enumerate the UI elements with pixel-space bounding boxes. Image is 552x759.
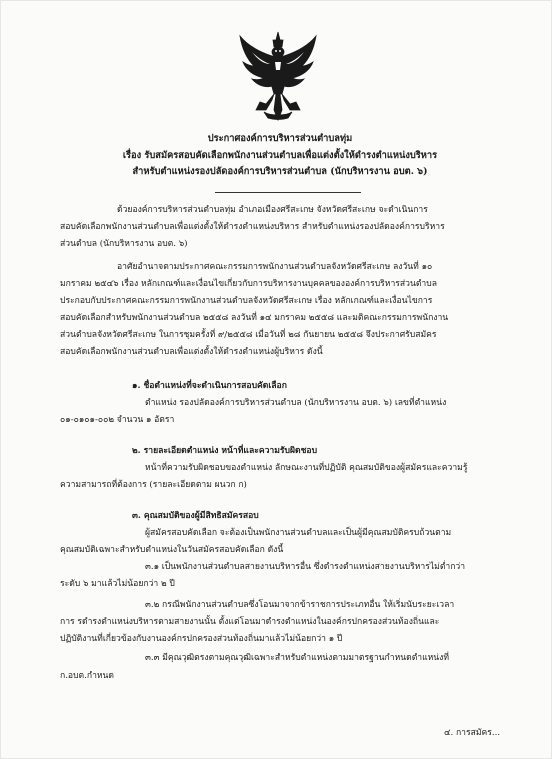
section-3-line5: ๓.๒ กรณีพนักงานส่วนตำบลซึ่งโอนมาจากข้าราชการประเภทอื่น ให้เริ่มนับระยะเวลา — [145, 600, 455, 610]
section-2-line2: ความสามารถที่ต้องการ (รายละเอียดตาม ผนวก ก) — [60, 480, 247, 490]
section-3-line9: ก.อบต.กำหนด — [60, 671, 115, 681]
intro-p1-line3: ส่วนตำบล (นักบริหารงาน อบต. ๖) — [60, 239, 188, 249]
intro-p2-line4: สอบคัดเลือกสำหรับพนักงานส่วนตำบล ๒๕๕๘ ลงวันที่ ๑๔ มกราคม ๒๕๕๘ และมติคณะกรรมการพนักงาน — [60, 313, 449, 323]
section-3-line1: ผู้สมัครสอบคัดเลือก จะต้องเป็นพนักงานส่วนตำบลและเป็นผู้มีคุณสมบัติครบถ้วนตาม — [145, 528, 452, 538]
section-3-line7: ปฏิบัติงานที่เกี่ยวข้องกับงานองค์กรปกครองส่วนท้องถิ่นมาแล้วไม่น้อยกว่า ๑ ปี — [60, 634, 343, 644]
section-3-line6: การ รดำรงตำแหน่งบริหารตามสายงานนั้น ตั้งแต่โอนมาดำรงตำแหน่งในองค์กรปกครองส่วนท้องถิ่นและ — [60, 617, 440, 627]
section-3-line2: คุณสมบัติเฉพาะสำหรับตำแหน่งในวันสมัครสอบคัดเลือก ดังนี้ — [60, 545, 284, 555]
heading-divider — [215, 192, 361, 193]
section-1-line2: ๐๑-๐๑๐๑-๐๐๒ จำนวน ๑ อัตรา — [60, 415, 175, 425]
section-1-title: ๑. ชื่อตำแหน่งที่จะดำเนินการสอบคัดเลือก — [132, 381, 287, 391]
intro-p2-line6: สอบคัดเลือกพนักงานส่วนตำบลเพื่อแต่งตั้งให้ดำรงตำแหน่งผู้บริหาร ดังนี้ — [60, 347, 323, 357]
heading-position: สำหรับตำแหน่งรองปลัดองค์การบริหารส่วนตำบล (นักบริหารงาน อบต. ๖) — [132, 166, 428, 177]
continuation-marker: ๔. การสมัคร... — [444, 728, 501, 738]
section-1-line1: ตำแหน่ง รองปลัดองค์การบริหารส่วนตำบล (นักบริหารงาน อบต. ๖) เลขที่ตำแหน่ง — [145, 398, 447, 408]
heading-subject: เรื่อง รับสมัครสอบคัดเลือกพนักงานส่วนตำบลเพื่อแต่งตั้งให้ดำรงตำแหน่งบริหาร — [122, 149, 438, 161]
intro-p2-line5: ส่วนตำบลจังหวัดศรีสะเกษ ในการชุมครั้งที่ ๙/๒๕๕๘ เมื่อวันที่ ๒๘ กันยายน ๒๕๕๘ จึงประกาศรับสมัคร — [60, 330, 437, 340]
intro-p2-line2: มกราคม ๒๕๔๖ เรื่อง หลักเกณฑ์และเงื่อนไขเกี่ยวกับการบริหารงานบุคคลขององค์การบริหารส่วนตำบล — [60, 279, 437, 289]
heading-issuer: ประกาศองค์การบริหารส่วนตำบลทุ่ม — [207, 133, 353, 144]
section-2-title: ๒. รายละเอียดตำแหน่ง หน้าที่และความรับผิดชอบ — [132, 446, 318, 456]
intro-p1-line1: ด้วยองค์การบริหารส่วนตำบลทุ่ม อำเภอเมืองศรีสะเกษ จังหวัดศรีสะเกษ จะดำเนินการ — [117, 205, 428, 215]
intro-p1-line2: สอบคัดเลือกพนักงานส่วนตำบลเพื่อแต่งตั้งให้ดำรงตำแหน่งบริหาร สำหรับตำแหน่งรองปลัดองค์การบริหาร — [60, 222, 445, 232]
section-2-line1: หน้าที่ความรับผิดชอบของตำแหน่ง ลักษณะงานที่ปฏิบัติ คุณสมบัติของผู้สมัครและความรู้ — [145, 463, 468, 473]
intro-p2-line1: อาศัยอำนาจตามประกาศคณะกรรมการพนักงานส่วนตำบลจังหวัดศรีสะเกษ ลงวันที่ ๑๐ — [117, 262, 433, 272]
section-3-line4: ระดับ ๖ มาแล้วไม่น้อยกว่า ๒ ปี — [60, 579, 175, 589]
section-3-title: ๓. คุณสมบัติของผู้มีสิทธิสมัครสอบ — [132, 511, 259, 521]
section-3-line3: ๓.๑ เป็นพนักงานส่วนตำบลสายงานบริหารอื่น ซึ่งดำรงตำแหน่งสายงานบริหารไม่ต่ำกว่า — [145, 562, 466, 572]
section-3-line8: ๓.๓ มีคุณวุฒิตรงตามคุณวุฒิเฉพาะสำหรับตำแหน่งตามมาตรฐานกำหนดตำแหน่งที่ — [145, 653, 450, 663]
garuda-emblem-icon — [236, 30, 320, 122]
document-heading — [60, 131, 500, 181]
intro-p2-line3: ประกอบกับประกาศคณะกรรมการพนักงานส่วนตำบลจังหวัดศรีสะเกษ เรื่อง หลักเกณฑ์และเงื่อนไขการ — [60, 296, 433, 306]
